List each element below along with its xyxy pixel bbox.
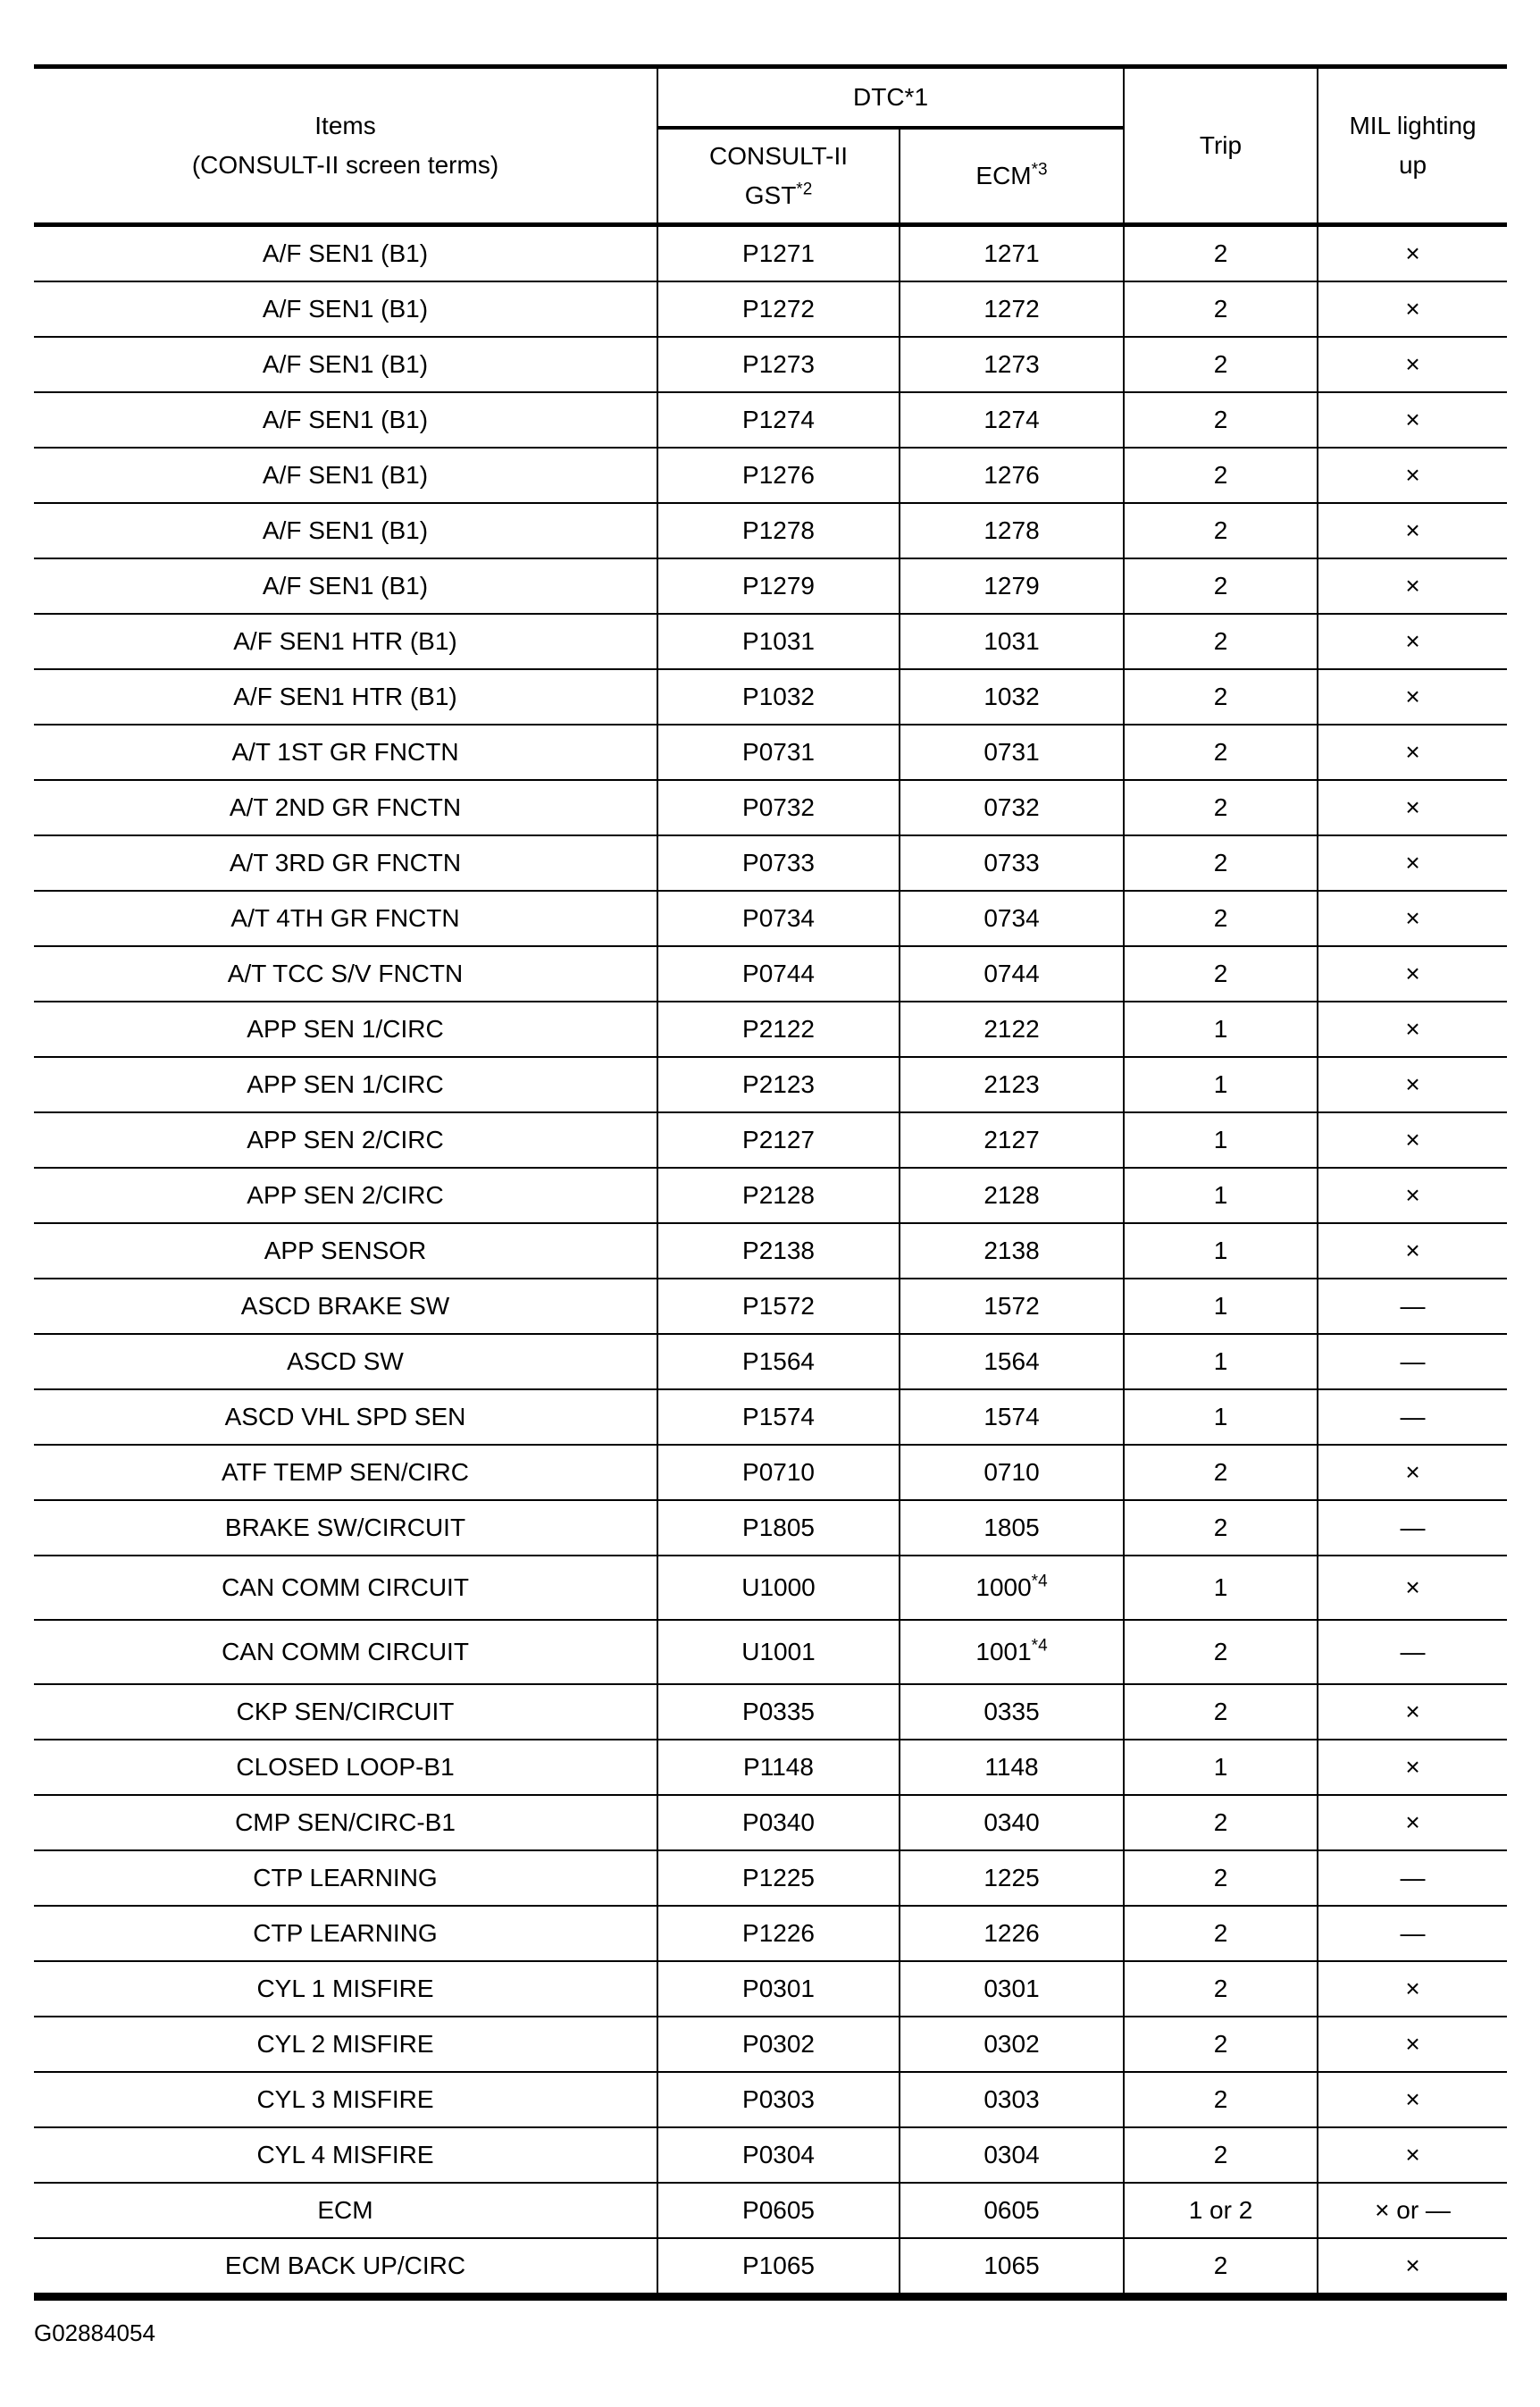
item-cell: A/F SEN1 HTR (B1) — [34, 614, 657, 669]
mil-cell: × — [1318, 835, 1507, 891]
table-row — [34, 2127, 1507, 2183]
ecm-cell: 1564 — [900, 1334, 1124, 1389]
figure-code: G02884054 — [34, 2319, 155, 2346]
consult-gst-cell: P1273 — [657, 337, 900, 392]
item-cell: CYL 2 MISFIRE — [34, 2017, 657, 2072]
column-header-consult-gst — [657, 128, 900, 225]
mil-cell: — — [1318, 1906, 1507, 1961]
trip-cell: 2 — [1124, 2238, 1318, 2297]
dtc-index-table — [34, 64, 1507, 2301]
trip-cell: 2 — [1124, 1500, 1318, 1556]
trip-cell: 2 — [1124, 1620, 1318, 1684]
consult-gst-cell: P0301 — [657, 1961, 900, 2017]
item-cell: APP SEN 1/CIRC — [34, 1057, 657, 1112]
consult-gst-cell: P2138 — [657, 1223, 900, 1279]
ecm-cell: 2122 — [900, 1002, 1124, 1057]
trip-cell: 2 — [1124, 1795, 1318, 1850]
table-row — [34, 669, 1507, 725]
column-header-mil — [1318, 67, 1507, 225]
trip-cell: 2 — [1124, 2127, 1318, 2183]
item-cell: A/F SEN1 (B1) — [34, 503, 657, 558]
item-cell: APP SEN 2/CIRC — [34, 1112, 657, 1168]
item-cell: A/T 4TH GR FNCTN — [34, 891, 657, 946]
consult-gst-cell: P0744 — [657, 946, 900, 1002]
consult-gst-cell: P1031 — [657, 614, 900, 669]
table-row — [34, 2238, 1507, 2297]
ecm-footnote-mark: *4 — [1031, 1636, 1048, 1656]
table-row — [34, 2017, 1507, 2072]
table-row — [34, 946, 1507, 1002]
consult-gst-cell: P2128 — [657, 1168, 900, 1223]
ecm-cell: 1065 — [900, 2238, 1124, 2297]
item-cell: CYL 3 MISFIRE — [34, 2072, 657, 2127]
item-cell: ECM BACK UP/CIRC — [34, 2238, 657, 2297]
item-cell: CLOSED LOOP-B1 — [34, 1740, 657, 1795]
mil-cell: × — [1318, 337, 1507, 392]
mil-cell: × — [1318, 281, 1507, 337]
item-cell: A/F SEN1 (B1) — [34, 225, 657, 282]
table-row — [34, 2072, 1507, 2127]
ecm-cell: 0302 — [900, 2017, 1124, 2072]
mil-cell: × — [1318, 1684, 1507, 1740]
consult-gst-cell: P0710 — [657, 1445, 900, 1500]
trip-cell: 2 — [1124, 337, 1318, 392]
table-row — [34, 2183, 1507, 2238]
mil-cell: × — [1318, 891, 1507, 946]
table-row — [34, 614, 1507, 669]
column-header-ecm: ECM$^{*3}$ — [900, 128, 1124, 225]
consult-gst-cell: P1272 — [657, 281, 900, 337]
item-cell: CTP LEARNING — [34, 1906, 657, 1961]
trip-cell: 1 — [1124, 1556, 1318, 1620]
ecm-cell: 0710 — [900, 1445, 1124, 1500]
mil-cell: × — [1318, 2017, 1507, 2072]
mil-cell: × — [1318, 1223, 1507, 1279]
consult-gst-cell: P0304 — [657, 2127, 900, 2183]
item-cell: ATF TEMP SEN/CIRC — [34, 1445, 657, 1500]
item-cell: A/T 3RD GR FNCTN — [34, 835, 657, 891]
table-row — [34, 392, 1507, 448]
item-cell: CKP SEN/CIRCUIT — [34, 1684, 657, 1740]
table-row — [34, 1556, 1507, 1620]
ecm-cell: 0734 — [900, 891, 1124, 946]
ecm-cell: 1001$^{*4}$ — [900, 1620, 1124, 1684]
mil-cell: × — [1318, 2238, 1507, 2297]
consult-gst-cell: P2123 — [657, 1057, 900, 1112]
consult-gst-cell: P0605 — [657, 2183, 900, 2238]
trip-cell: 1 — [1124, 1740, 1318, 1795]
table-row — [34, 225, 1507, 282]
consult-gst-cell: P1225 — [657, 1850, 900, 1906]
trip-cell: 2 — [1124, 835, 1318, 891]
table-row — [34, 1057, 1507, 1112]
item-cell: ASCD SW — [34, 1334, 657, 1389]
ecm-cell: 1000$^{*4}$ — [900, 1556, 1124, 1620]
mil-header-line2: up — [1398, 151, 1427, 179]
mil-cell: × — [1318, 392, 1507, 448]
dtc-header-label: DTC*1 — [853, 82, 929, 111]
item-cell: CAN COMM CIRCUIT — [34, 1620, 657, 1684]
trip-cell: 2 — [1124, 2017, 1318, 2072]
ecm-cell: 1226 — [900, 1906, 1124, 1961]
table-row — [34, 1961, 1507, 2017]
table-row — [34, 1500, 1507, 1556]
trip-cell: 1 — [1124, 1223, 1318, 1279]
table-row — [34, 1168, 1507, 1223]
trip-cell: 2 — [1124, 669, 1318, 725]
trip-cell: 2 — [1124, 1850, 1318, 1906]
trip-cell: 2 — [1124, 2072, 1318, 2127]
trip-cell: 2 — [1124, 946, 1318, 1002]
table-row — [34, 1334, 1507, 1389]
table-row — [34, 891, 1507, 946]
mil-cell: × — [1318, 669, 1507, 725]
item-cell: ASCD VHL SPD SEN — [34, 1389, 657, 1445]
mil-cell: × — [1318, 503, 1507, 558]
column-header-items — [34, 67, 657, 225]
item-cell: CAN COMM CIRCUIT — [34, 1556, 657, 1620]
table-row — [34, 337, 1507, 392]
ecm-footnote-mark: *4 — [1031, 1572, 1048, 1591]
mil-cell: — — [1318, 1620, 1507, 1684]
ecm-cell: 0605 — [900, 2183, 1124, 2238]
table-row — [34, 1850, 1507, 1906]
mil-cell: × — [1318, 225, 1507, 282]
items-header-line2: (CONSULT-II screen terms) — [191, 151, 499, 179]
consult-gst-cell: P1276 — [657, 448, 900, 503]
item-cell: APP SEN 2/CIRC — [34, 1168, 657, 1223]
ecm-cell: 1148 — [900, 1740, 1124, 1795]
consult-gst-cell: P1274 — [657, 392, 900, 448]
consult-gst-cell: P0302 — [657, 2017, 900, 2072]
mil-cell: × — [1318, 725, 1507, 780]
trip-cell: 1 or 2 — [1124, 2183, 1318, 2238]
table-row — [34, 835, 1507, 891]
mil-cell: × — [1318, 946, 1507, 1002]
table-row — [34, 503, 1507, 558]
mil-cell: × — [1318, 1445, 1507, 1500]
ecm-footnote-mark: *3 — [1031, 160, 1048, 180]
consult-gst-cell: P1148 — [657, 1740, 900, 1795]
trip-cell: 2 — [1124, 891, 1318, 946]
table-row — [34, 1223, 1507, 1279]
ecm-cell: 0335 — [900, 1684, 1124, 1740]
mil-cell: × — [1318, 1961, 1507, 2017]
ecm-cell: 0732 — [900, 780, 1124, 835]
ecm-cell: 1225 — [900, 1850, 1124, 1906]
table-row — [34, 725, 1507, 780]
column-header-dtc — [657, 67, 1124, 129]
consult-gst-cell: P1278 — [657, 503, 900, 558]
item-cell: CTP LEARNING — [34, 1850, 657, 1906]
trip-cell: 2 — [1124, 392, 1318, 448]
mil-cell: × — [1318, 1556, 1507, 1620]
item-cell: A/F SEN1 (B1) — [34, 281, 657, 337]
trip-cell: 2 — [1124, 281, 1318, 337]
trip-cell: 2 — [1124, 503, 1318, 558]
ecm-cell: 0733 — [900, 835, 1124, 891]
consult-gst-cell: P0335 — [657, 1684, 900, 1740]
ecm-cell: 2127 — [900, 1112, 1124, 1168]
trip-cell: 2 — [1124, 1684, 1318, 1740]
table-row — [34, 281, 1507, 337]
mil-cell: × — [1318, 558, 1507, 614]
ecm-cell: 0303 — [900, 2072, 1124, 2127]
gst-header-line1: CONSULT-II — [708, 142, 849, 170]
item-cell: A/T TCC S/V FNCTN — [34, 946, 657, 1002]
table-row — [34, 1684, 1507, 1740]
table-row — [34, 1112, 1507, 1168]
mil-cell: — — [1318, 1334, 1507, 1389]
ecm-cell: 1572 — [900, 1279, 1124, 1334]
table-row — [34, 1389, 1507, 1445]
ecm-cell: 1031 — [900, 614, 1124, 669]
trip-cell: 2 — [1124, 725, 1318, 780]
table-row — [34, 1906, 1507, 1961]
table-row — [34, 1002, 1507, 1057]
consult-gst-cell: P2127 — [657, 1112, 900, 1168]
item-cell: A/F SEN1 HTR (B1) — [34, 669, 657, 725]
item-cell: A/T 2ND GR FNCTN — [34, 780, 657, 835]
trip-cell: 1 — [1124, 1002, 1318, 1057]
item-cell: CYL 1 MISFIRE — [34, 1961, 657, 2017]
mil-cell: — — [1318, 1850, 1507, 1906]
trip-cell: 2 — [1124, 1906, 1318, 1961]
header-row-top — [34, 67, 1507, 129]
mil-cell: × or — — [1318, 2183, 1507, 2238]
item-cell: A/F SEN1 (B1) — [34, 337, 657, 392]
ecm-cell: 0731 — [900, 725, 1124, 780]
trip-cell: 2 — [1124, 225, 1318, 282]
consult-gst-cell: P0734 — [657, 891, 900, 946]
ecm-cell: 0744 — [900, 946, 1124, 1002]
mil-cell: — — [1318, 1500, 1507, 1556]
mil-cell: × — [1318, 780, 1507, 835]
table-row — [34, 1795, 1507, 1850]
trip-cell: 2 — [1124, 1961, 1318, 2017]
consult-gst-cell: U1001 — [657, 1620, 900, 1684]
table-body — [34, 225, 1507, 2297]
trip-cell: 1 — [1124, 1334, 1318, 1389]
ecm-cell: 1271 — [900, 225, 1124, 282]
ecm-cell: 1278 — [900, 503, 1124, 558]
consult-gst-cell: P1032 — [657, 669, 900, 725]
table-row — [34, 1279, 1507, 1334]
mil-cell: × — [1318, 448, 1507, 503]
trip-cell: 2 — [1124, 780, 1318, 835]
mil-cell: × — [1318, 1740, 1507, 1795]
trip-cell: 1 — [1124, 1168, 1318, 1223]
consult-gst-cell: P2122 — [657, 1002, 900, 1057]
consult-gst-cell: P0731 — [657, 725, 900, 780]
consult-gst-cell: P0733 — [657, 835, 900, 891]
mil-cell: × — [1318, 1168, 1507, 1223]
mil-cell: × — [1318, 1112, 1507, 1168]
mil-cell: × — [1318, 614, 1507, 669]
ecm-cell: 1276 — [900, 448, 1124, 503]
consult-gst-cell: P0340 — [657, 1795, 900, 1850]
item-cell: A/F SEN1 (B1) — [34, 392, 657, 448]
mil-header-line1: MIL lighting — [1349, 112, 1477, 139]
mil-cell: × — [1318, 2127, 1507, 2183]
consult-gst-cell: P1572 — [657, 1279, 900, 1334]
ecm-cell: 0340 — [900, 1795, 1124, 1850]
table-row — [34, 1445, 1507, 1500]
table-row — [34, 1740, 1507, 1795]
mil-cell: × — [1318, 2072, 1507, 2127]
ecm-cell: 1274 — [900, 392, 1124, 448]
gst-footnote-mark: *2 — [796, 180, 813, 199]
ecm-cell: 1574 — [900, 1389, 1124, 1445]
consult-gst-cell: P1574 — [657, 1389, 900, 1445]
ecm-cell: 1273 — [900, 337, 1124, 392]
consult-gst-cell: P1065 — [657, 2238, 900, 2297]
ecm-cell: 1805 — [900, 1500, 1124, 1556]
trip-cell: 2 — [1124, 558, 1318, 614]
mil-cell: — — [1318, 1279, 1507, 1334]
item-cell: ASCD BRAKE SW — [34, 1279, 657, 1334]
trip-cell: 2 — [1124, 1445, 1318, 1500]
consult-gst-cell: P1805 — [657, 1500, 900, 1556]
table-row — [34, 448, 1507, 503]
trip-cell: 1 — [1124, 1057, 1318, 1112]
item-cell: CYL 4 MISFIRE — [34, 2127, 657, 2183]
consult-gst-cell: P1271 — [657, 225, 900, 282]
item-cell: ECM — [34, 2183, 657, 2238]
ecm-cell: 1032 — [900, 669, 1124, 725]
ecm-cell: 2138 — [900, 1223, 1124, 1279]
consult-gst-cell: P1564 — [657, 1334, 900, 1389]
items-header-line1: Items — [314, 112, 376, 139]
table-row — [34, 780, 1507, 835]
mil-cell: × — [1318, 1057, 1507, 1112]
mil-cell: × — [1318, 1002, 1507, 1057]
trip-cell: 2 — [1124, 614, 1318, 669]
consult-gst-cell: P1226 — [657, 1906, 900, 1961]
consult-gst-cell: P1279 — [657, 558, 900, 614]
column-header-trip — [1124, 67, 1318, 225]
ecm-cell: 1272 — [900, 281, 1124, 337]
trip-cell: 1 — [1124, 1389, 1318, 1445]
item-cell: APP SEN 1/CIRC — [34, 1002, 657, 1057]
consult-gst-cell: U1000 — [657, 1556, 900, 1620]
mil-cell: × — [1318, 1795, 1507, 1850]
trip-cell: 1 — [1124, 1112, 1318, 1168]
item-cell: A/F SEN1 (B1) — [34, 558, 657, 614]
ecm-cell: 2128 — [900, 1168, 1124, 1223]
item-cell: CMP SEN/CIRC-B1 — [34, 1795, 657, 1850]
table-row — [34, 558, 1507, 614]
ecm-cell: 0301 — [900, 1961, 1124, 2017]
item-cell: BRAKE SW/CIRCUIT — [34, 1500, 657, 1556]
consult-gst-cell: P0303 — [657, 2072, 900, 2127]
trip-cell: 1 — [1124, 1279, 1318, 1334]
ecm-cell: 2123 — [900, 1057, 1124, 1112]
table-row — [34, 1620, 1507, 1684]
trip-cell: 2 — [1124, 448, 1318, 503]
item-cell: A/T 1ST GR FNCTN — [34, 725, 657, 780]
gst-header-line2: GST$^{*2}$ — [744, 180, 813, 209]
ecm-cell: 1279 — [900, 558, 1124, 614]
ecm-cell: 0304 — [900, 2127, 1124, 2183]
consult-gst-cell: P0732 — [657, 780, 900, 835]
mil-cell: — — [1318, 1389, 1507, 1445]
trip-header-label: Trip — [1199, 131, 1243, 159]
item-cell: APP SENSOR — [34, 1223, 657, 1279]
item-cell: A/F SEN1 (B1) — [34, 448, 657, 503]
